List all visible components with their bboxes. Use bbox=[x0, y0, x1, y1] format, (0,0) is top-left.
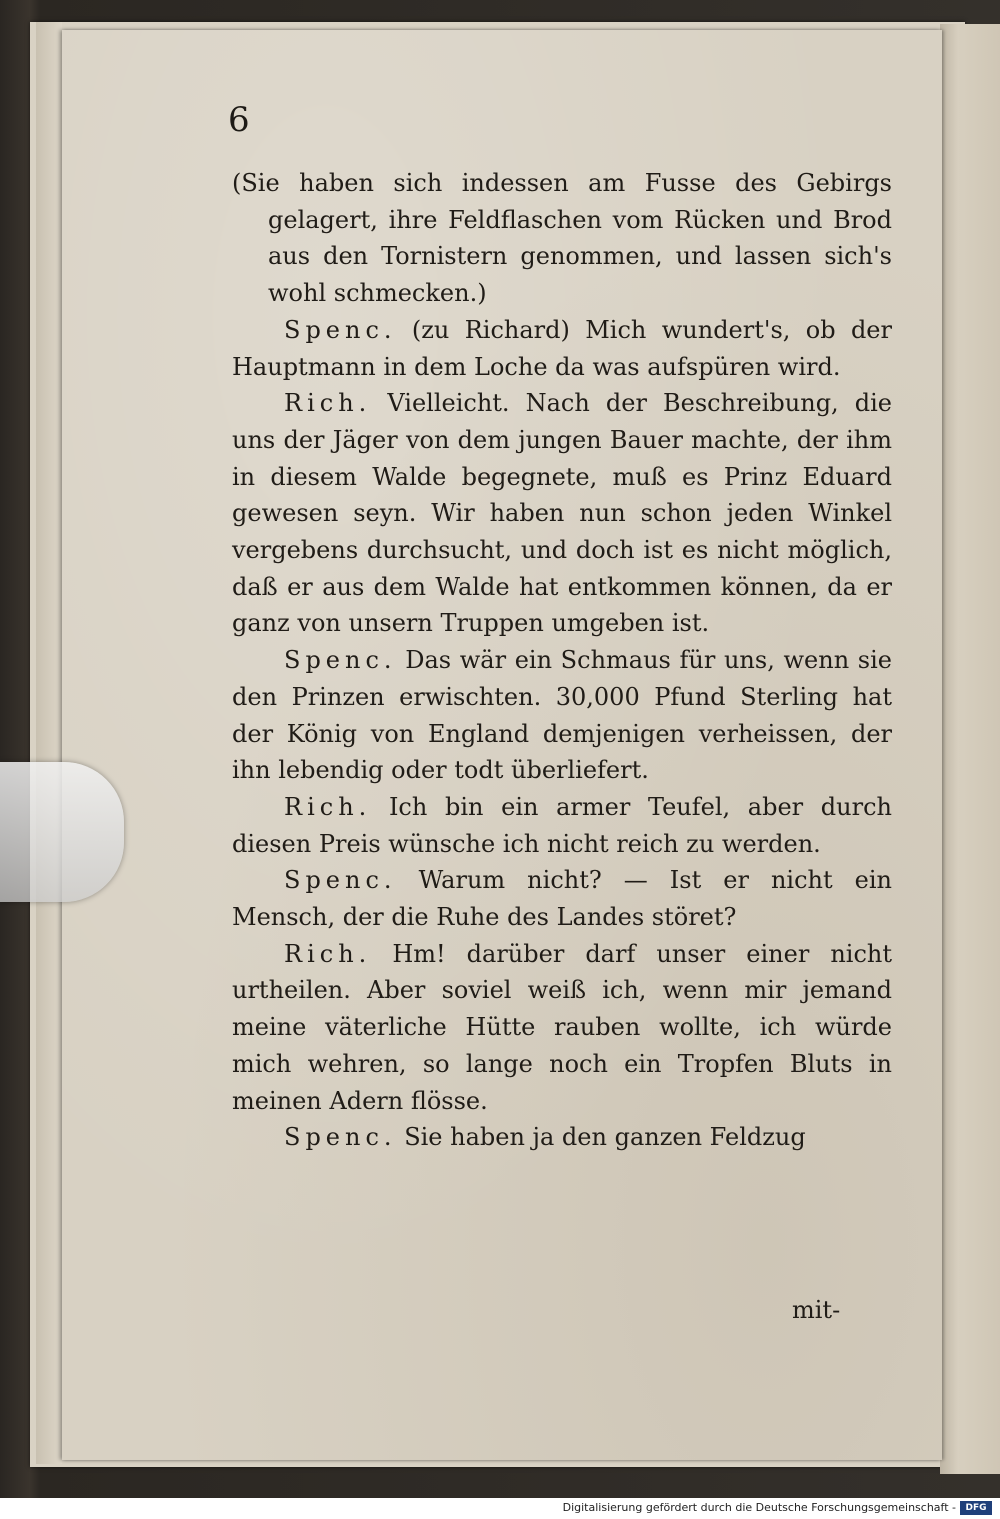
page-edge bbox=[36, 22, 62, 1464]
speech-paragraph bbox=[232, 789, 892, 862]
speech-paragraph bbox=[232, 862, 892, 935]
speaker-name: Rich. bbox=[284, 389, 372, 418]
speaker-name: Spenc. bbox=[284, 315, 397, 344]
paragraph-text: Hm! darüber darf unser einer nicht urtheilen. Aber soviel weiß ich, wenn mir jemand meine väterliche Hütte rauben wollte, ich würde mich wehren, so lange noch ein Tropfen Bluts in meinen Adern flösse. bbox=[232, 939, 892, 1115]
paragraph-text: Sie haben ja den ganzen Feldzug bbox=[404, 1123, 806, 1152]
speech-paragraph bbox=[232, 642, 892, 789]
speaker-name: Spenc. bbox=[284, 646, 397, 675]
paragraph-text: Vielleicht. Nach der Beschreibung, die uns der Jäger von dem jungen Bauer machte, der ihm in diesem Walde begegnete, muß es Prinz Eduard gewesen seyn. Wir haben nun schon jeden Winkel vergebens durchsucht, und doch ist es nicht möglich, daß er aus dem Walde hat entkommen können, da er ganz von unsern Truppen umgeben ist. bbox=[232, 389, 892, 638]
paragraph-text: Das wär ein Schmaus für uns, wenn sie den Prinzen erwischten. 30,000 Pfund Sterling hat der König von England demjenigen verheissen, der ihn lebendig oder todt überliefert. bbox=[232, 646, 892, 785]
page-clip bbox=[0, 762, 124, 902]
page-number: 6 bbox=[228, 100, 250, 140]
speaker-name: Spenc. bbox=[284, 866, 397, 895]
speech-paragraph bbox=[232, 385, 892, 642]
paragraph-text: (zu Richard) Mich wundert's, ob der Hauptmann in dem Loche da was aufspüren wird. bbox=[232, 315, 892, 381]
page-text bbox=[232, 165, 892, 1156]
dfg-logo: DFG bbox=[960, 1501, 992, 1515]
footer-credit: Digitalisierung gefördert durch die Deutsche Forschungsgemeinschaft - bbox=[562, 1501, 956, 1514]
paragraph-text: Warum nicht? — Ist er nicht ein Mensch, der die Ruhe des Landes störet? bbox=[232, 866, 892, 932]
speech-paragraph bbox=[232, 1119, 892, 1156]
speaker-name: Rich. bbox=[284, 939, 372, 968]
right-leaf bbox=[940, 24, 1000, 1474]
stage-direction bbox=[232, 165, 892, 312]
speech-paragraph bbox=[232, 936, 892, 1120]
footer-bar bbox=[0, 1498, 1000, 1519]
catchword: mit- bbox=[792, 1296, 841, 1324]
speaker-name: Rich. bbox=[284, 792, 372, 821]
speaker-name: Spenc. bbox=[284, 1123, 397, 1152]
paragraph-text: (Sie haben sich indessen am Fusse des Gebirgs gelagert, ihre Feldflaschen vom Rücken und Brod aus den Tornistern genommen, und lassen sich's wohl schmecken.) bbox=[232, 169, 892, 308]
paragraph-text: Ich bin ein armer Teufel, aber durch diesen Preis wünsche ich nicht reich zu werden. bbox=[232, 792, 892, 858]
speech-paragraph bbox=[232, 312, 892, 385]
